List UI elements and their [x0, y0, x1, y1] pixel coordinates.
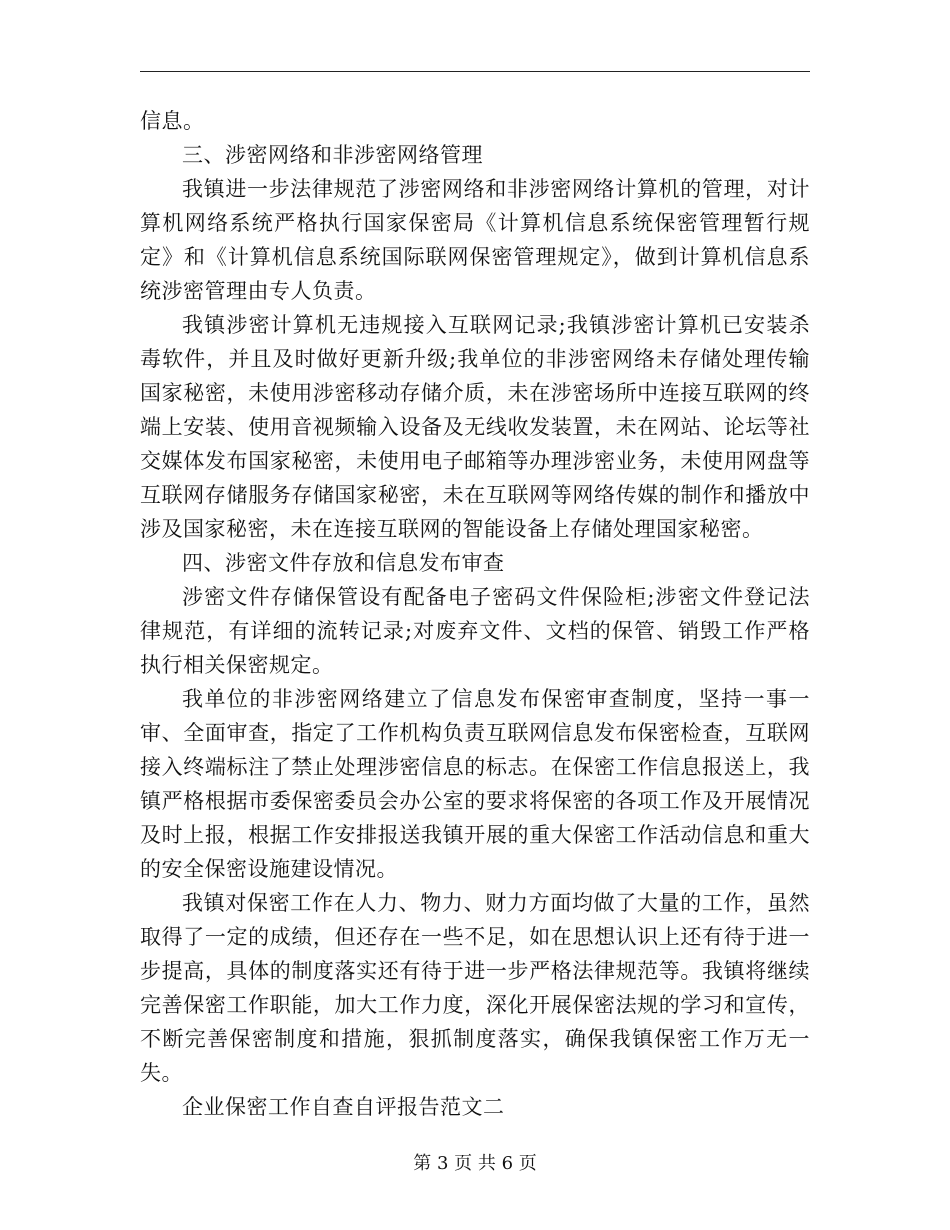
header-rule: [140, 71, 810, 72]
next-article-title: 企业保密工作自查自评报告范文二: [182, 1095, 505, 1119]
paragraph: 我镇进一步法律规范了涉密网络和非涉密网络计算机的管理，对计算机网络系统严格执行国家保密局《计算机信息系统保密管理暂行规定》和《计算机信息系统国际联网保密管理规定》，做到计算机信息系统涉密管理由专人负责。: [140, 177, 810, 303]
paragraph: 我镇涉密计算机无违规接入互联网记录;我镇涉密计算机已安装杀毒软件，并且及时做好更新升级;我单位的非涉密网络未存储处理传输国家秘密，未使用涉密移动存储介质，未在涉密场所中连接互联网的终端上安装、使用音视频输入设备及无线收发装置，未在网站、论坛等社交媒体发布国家秘密，未使用电子邮箱等办理涉密业务，未使用网盘等互联网存储服务存储国家秘密，未在互联网等网络传媒的制作和播放中涉及国家秘密，未在连接互联网的智能设备上存储处理国家秘密。: [140, 313, 810, 541]
section-heading-4: 四、涉密文件存放和信息发布审查: [182, 551, 505, 575]
section-heading-3: 三、涉密网络和非涉密网络管理: [182, 143, 483, 167]
page-number: 第 3 页 共 6 页: [413, 1153, 537, 1174]
paragraph: 我单位的非涉密网络建立了信息发布保密审查制度，坚持一事一审、全面审查，指定了工作机构负责互联网信息发布保密检查，互联网接入终端标注了禁止处理涉密信息的标志。在保密工作信息报送上，我镇严格根据市委保密委员会办公室的要求将保密的各项工作及开展情况及时上报，根据工作安排报送我镇开展的重大保密工作活动信息和重大的安全保密设施建设情况。: [140, 687, 810, 881]
paragraph: 信息。: [140, 109, 205, 133]
document-body: [140, 104, 810, 1124]
paragraph: 涉密文件存储保管设有配备电子密码文件保险柜;涉密文件登记法律规范，有详细的流转记录;对废弃文件、文档的保管、销毁工作严格执行相关保密规定。: [140, 585, 810, 677]
paragraph: 我镇对保密工作在人力、物力、财力方面均做了大量的工作，虽然取得了一定的成绩，但还存在一些不足，如在思想认识上还有待于进一步提高，具体的制度落实还有待于进一步严格法律规范等。我镇将继续完善保密工作职能，加大工作力度，深化开展保密法规的学习和宣传，不断完善保密制度和措施，狠抓制度落实，确保我镇保密工作万无一失。: [140, 891, 810, 1085]
